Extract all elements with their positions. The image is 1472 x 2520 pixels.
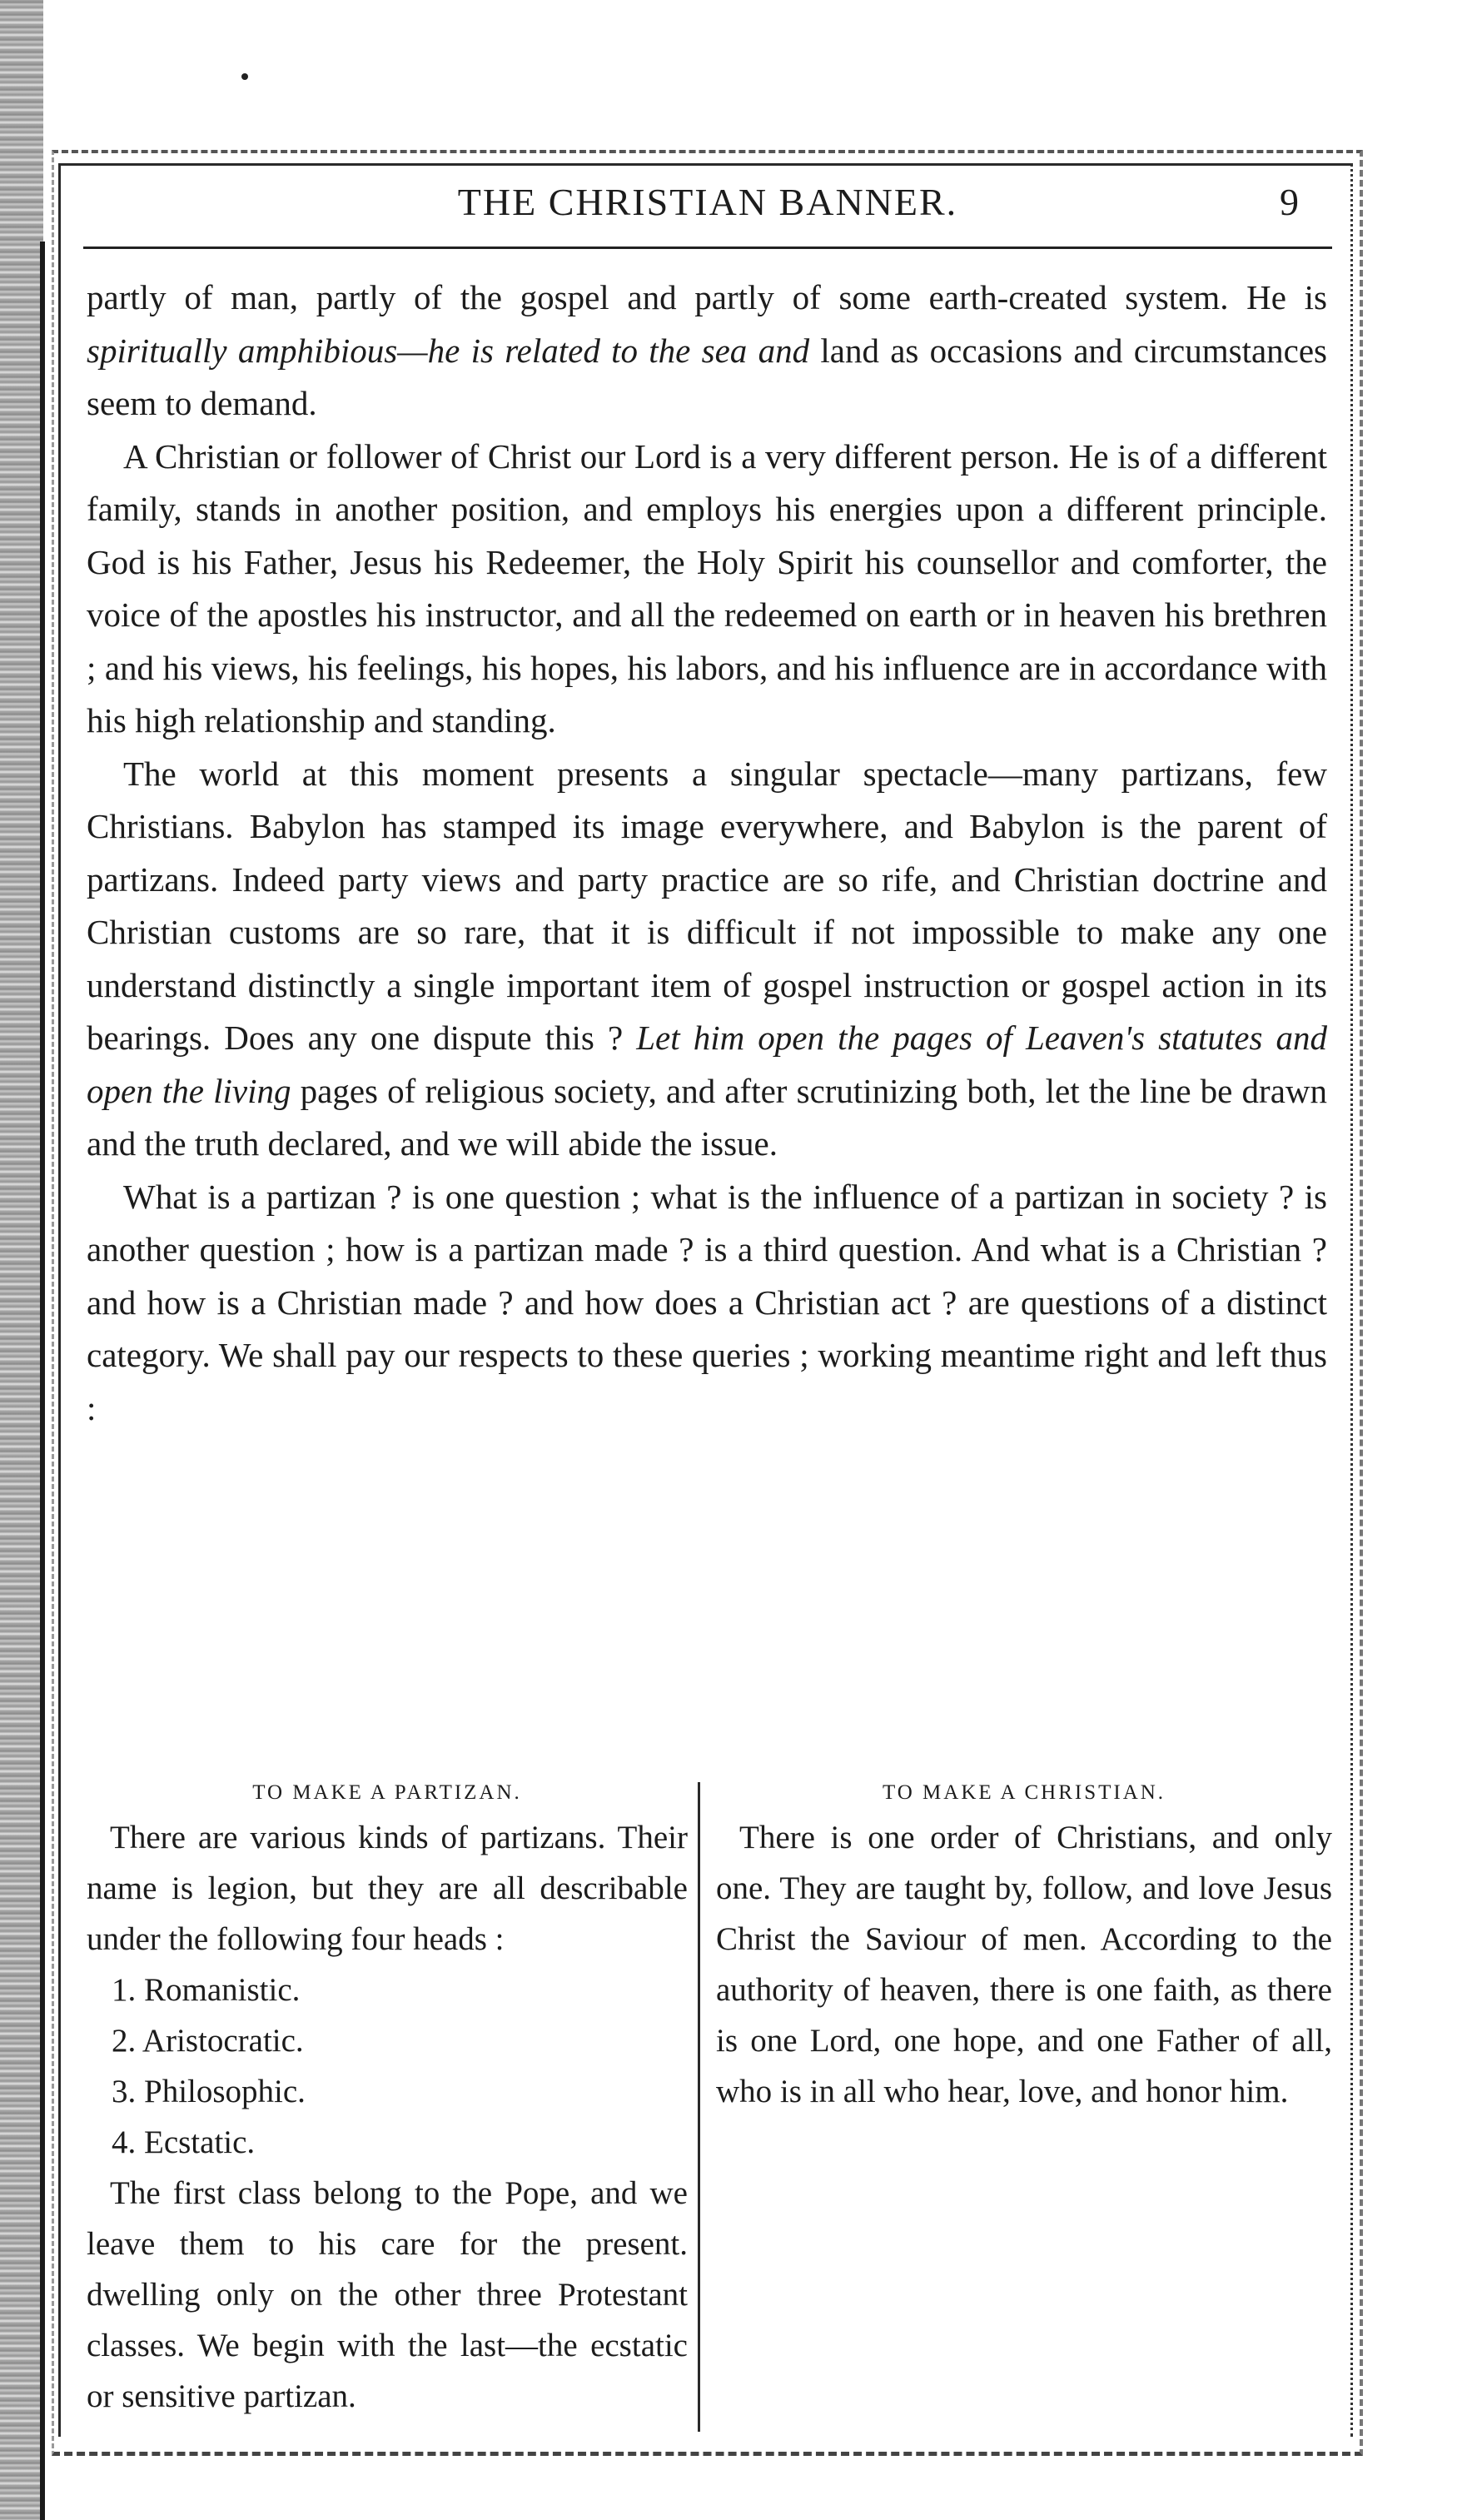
left-column [87,1774,688,2422]
page-header [83,173,1332,240]
column-heading: TO MAKE A PARTIZAN. [252,1781,522,1804]
paragraph: partly of man, partly of the gospel and partly of some earth-created system. He is spiritually amphibious—he is related to the sea and land as occasions and circumstances seem to demand. [87,278,1328,422]
list-item: 4. Ecstatic. [112,2124,256,2160]
paragraph: The world at this moment presents a singular spectacle—many partizans, few Christians. Babylon has stamped its image everywhere, and Babylon is the parent of partizans. Indeed party views and party practice are so rife, and Christian doctrine and Christian customs are so rare, that it is difficult if not impossible to make any one understand distinctly a single important item of gospel instruction or gospel action in its bearings. Does any one dispute this ? Let him open the pages of Leaven's statutes and open the living pages of religious society, and after scrutinizing both, let the line be drawn and the truth declared, and we will abide the issue. [87,754,1328,1163]
frame-rule-right [1350,163,1353,2437]
list-item: 3. Philosophic. [112,2074,306,2109]
page-number: 9 [1280,181,1299,223]
column-divider [698,1782,700,2432]
paragraph: There is one order of Christians, and only one. They are taught by, follow, and love Jesus Christ the Saviour of men. According to the authority of heaven, there is one faith, as there is one Lord, one hope, and one Father of all, who is in all who hear, love, and honor him. [716,1820,1332,2109]
paragraph: What is a partizan ? is one question ; what is the influence of a partizan in society ? is another question ; how is a partizan made ? is a third question. And what is a Christian ? and how is a Christian made ? and how does a Christian act ? are questions of a distinct category. We shall pay our respects to these queries ; working meantime right and left thus : [87,1177,1327,1427]
italic-text: Let him open the pages of Leaven's statutes and open the living [87,1018,1328,1110]
right-column [716,1774,1332,2117]
paragraph: There are various kinds of partizans. Their name is legion, but they are all describable under the following four heads : [87,1820,688,1957]
article-body [87,271,1327,1435]
list-item: 2. Aristocratic. [112,2023,304,2059]
paragraph: The first class belong to the Pope, and we leave them to his care for the present. dwelling only on the other three Protestant classes. We begin with the last—the ecstatic or sensitive partizan. [87,2175,688,2414]
publication-title: THE CHRISTIAN BANNER. [457,181,958,223]
column-heading: TO MAKE A CHRISTIAN. [882,1781,1166,1804]
list-item: 1. Romanistic. [112,1972,301,2008]
paragraph: A Christian or follower of Christ our Lord is a very different person. He is of a different family, stands in another position, and employs his energies upon a different principle. God is his Father, Jesus his Redeemer, the Holy Spirit his counsellor and comforter, the voice of the apostles his instructor, and all the redeemed on earth or in heaven his brethren ; and his views, his feelings, his hopes, his labors, and his influence are in accordance with his high relationship and standing. [87,436,1327,740]
ink-dot [241,73,248,80]
header-divider [83,247,1332,249]
frame-rule-top [58,163,1350,166]
italic-text: spiritually amphibious—he is related to the sea and [87,331,810,370]
binding-line [40,242,45,2520]
frame-rule-left [58,163,61,2437]
torn-binding-edge [0,0,43,2520]
